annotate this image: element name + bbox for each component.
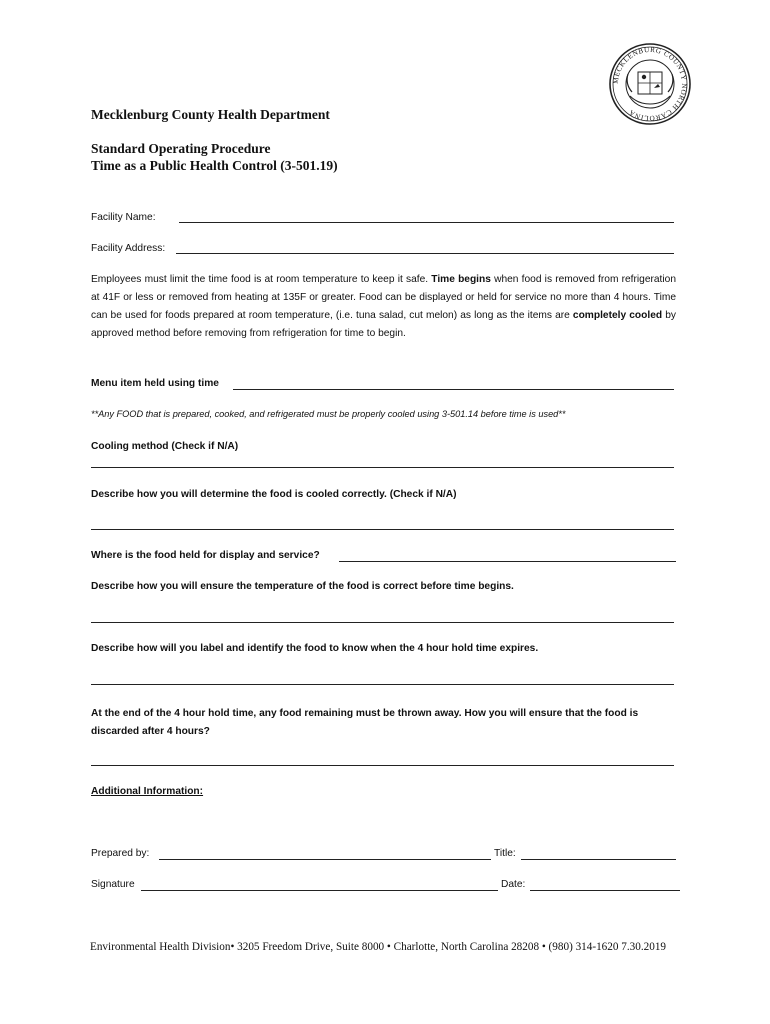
intro-part-3: by approved method before removing from refrigeration for time to begin.	[91, 310, 676, 339]
time-begins-emphasis: Time begins	[431, 274, 491, 285]
facility-address-field[interactable]	[176, 253, 674, 254]
where-held-question: Where is the food held for display and service?	[91, 550, 320, 561]
county-seal	[608, 42, 692, 126]
title-label: Title:	[494, 848, 516, 859]
signature-label: Signature	[91, 879, 135, 890]
intro-paragraph	[91, 271, 676, 343]
prepared-by-field[interactable]	[159, 859, 491, 860]
temperature-question: Describe how you will ensure the temperature of the food is correct before time begins.	[91, 581, 514, 592]
footer-contact: Environmental Health Division• 3205 Freedom Drive, Suite 8000 • Charlotte, North Carolina 28208 • (980) 314-1620 7.30.2019	[90, 941, 667, 953]
additional-info-heading: Additional Information:	[91, 786, 204, 797]
temperature-field[interactable]	[91, 622, 674, 623]
department-name: Mecklenburg County Health Department	[91, 107, 330, 122]
cooling-note: **Any FOOD that is prepared, cooked, and refrigerated must be properly cooled using 3-501.14 before time is used**	[91, 409, 566, 419]
sop-heading: Standard Operating Procedure	[91, 141, 271, 156]
discard-question: At the end of the 4 hour hold time, any food remaining must be thrown away. How you will ensure that the food is discarded after 4 hours?	[91, 708, 639, 737]
facility-name-label: Facility Name:	[91, 212, 156, 223]
menu-item-label: Menu item held using time	[91, 378, 219, 389]
title-field[interactable]	[521, 859, 676, 860]
cooling-method-field[interactable]	[91, 467, 674, 468]
page-title: Time as a Public Health Control (3-501.19)	[91, 158, 338, 173]
discard-field[interactable]	[91, 765, 674, 766]
prepared-by-label: Prepared by:	[91, 848, 150, 859]
intro-part-2: when food is removed from refrigeration at 41F or less or removed from heating at 135F or greater. Food can be displayed or held for service no more than 4 hours. Time can be used for foods prepared at room temperature, (i.e. tuna salad, cut melon) as long as the items are	[91, 274, 676, 321]
county-seal-icon	[608, 42, 692, 126]
label-question: Describe how will you label and identify the food to know when the 4 hour hold time expires.	[91, 643, 539, 654]
date-label: Date:	[501, 879, 526, 890]
label-field[interactable]	[91, 684, 674, 685]
cooled-correctly-field[interactable]	[91, 529, 674, 530]
menu-item-field[interactable]	[233, 389, 674, 390]
cooled-correctly-question: Describe how you will determine the food is cooled correctly. (Check if N/A)	[91, 489, 457, 500]
where-held-field[interactable]	[339, 561, 676, 562]
facility-name-field[interactable]	[179, 222, 674, 223]
date-field[interactable]	[530, 890, 680, 891]
intro-part-1: Employees must limit the time food is at room temperature to keep it safe.	[91, 274, 429, 285]
seal-text: MECKLENBURG COUNTY NORTH CAROLINA	[611, 45, 689, 123]
facility-address-label: Facility Address:	[91, 243, 166, 254]
completely-cooled-emphasis: completely cooled	[572, 310, 663, 321]
signature-field[interactable]	[141, 890, 498, 891]
cooling-method-question: Cooling method (Check if N/A)	[91, 441, 239, 452]
